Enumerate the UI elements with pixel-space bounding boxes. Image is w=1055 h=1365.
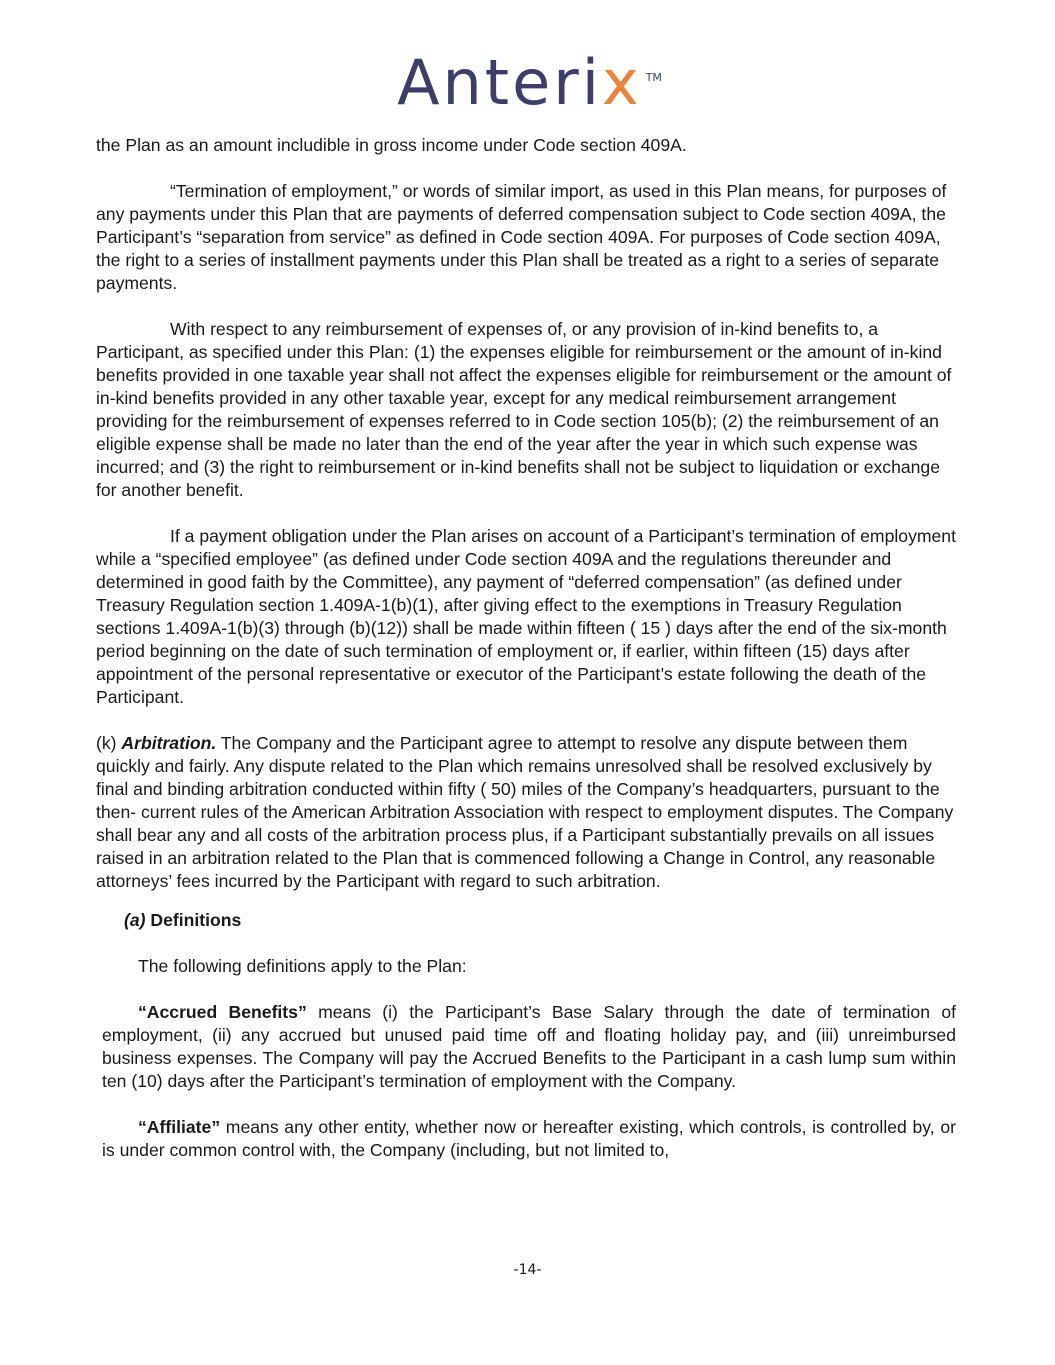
trademark-symbol: TM [645,71,662,84]
paragraph-termination-of-employment: “Termination of employment,” or words of similar import, as used in this Plan means, for purposes of any payments under this Plan that are payments of deferred compensation subject to Code section 409A, the Participant’s “separation from service” as defined in Code section 409A. For purposes of Code section 409A, the right to a series of installment payments under this Plan shall be treated as a right to a series of separate payments. [96,181,947,293]
logo-x-mark: x [601,46,642,119]
company-logo [0,46,1055,119]
definition-term: “Accrued Benefits” [138,1002,307,1022]
document-body [96,134,956,1162]
definition-text: means any other entity, whether now or hereafter existing, which controls, is controlled by, or is under common control with, the Company (including, but not limited to, [102,1117,956,1160]
section-a-label: (a) [124,910,146,930]
definition-accrued-benefits [96,1001,956,1093]
definition-text: means (i) the Participant’s Base Salary through the date of termination of employment, (ii) any accrued but unused paid time off and floating holiday pay, and (iii) unreimbursed business expenses. The Company will pay the Accrued Benefits to the Participant in a cash lump sum within ten (10) days after the Participant’s termination of employment with the Company. [102,1002,957,1091]
definition-affiliate [96,1116,956,1162]
section-a-title: Definitions [145,910,242,930]
section-k-label: (k) [96,733,122,753]
section-k-title: Arbitration. [121,733,217,753]
page-number: -14- [513,1262,542,1278]
logo-wordmark: Anteri [397,46,602,119]
section-k-arbitration [96,732,956,893]
paragraph-continuation: the Plan as an amount includible in gross income under Code section 409A. [96,135,687,155]
section-k-text: The Company and the Participant agree to attempt to resolve any dispute between them quickly and fairly. Any dispute related to the Plan which remains unresolved shall be resolved exclusively by final and binding arbitration conducted within fifty ( 50) miles of the Company’s headquarters, pursuant to the then- current rules of the American Arbitration Association with respect to employment disputes. The Company shall bear any and all costs of the arbitration process plus, if a Participant substantially prevails on all issues raised in an arbitration related to the Plan that is commenced following a Change in Control, any reasonable attorneys’ fees incurred by the Participant with regard to such arbitration. [96,733,954,891]
paragraph-specified-employee: If a payment obligation under the Plan arises on account of a Participant’s termination of employment while a “specified employee” (as defined under Code section 409A and the regulations thereunder and determined in good faith by the Committee), any payment of “deferred compensation” (as defined under Treasury Regulation section 1.409A-1(b)(1), after giving effect to the exemptions in Treasury Regulation sections 1.409A-1(b)(3) through (b)(12)) shall be made within fifteen ( 15 ) days after the end of the six-month period beginning on the date of such termination of employment or, if earlier, within fifteen (15) days after appointment of the personal representative or executor of the Participant’s estate following the death of the Participant. [96,526,956,707]
definitions-intro: The following definitions apply to the Plan: [138,956,467,976]
section-a-heading [96,909,956,932]
paragraph-reimbursement: With respect to any reimbursement of expenses of, or any provision of in-kind benefits to, a Participant, as specified under this Plan: (1) the expenses eligible for reimbursement or the amount of in-kind benefits provided in one taxable year shall not affect the expenses eligible for reimbursement or the amount of in-kind benefits provided in any other taxable year, except for any medical reimbursement arrangement providing for the reimbursement of expenses referred to in Code section 105(b); (2) the reimbursement of an eligible expense shall be made no later than the end of the year after the year in which such expense was incurred; and (3) the right to reimbursement or in-kind benefits shall not be subject to liquidation or exchange for another benefit. [96,319,952,500]
definition-term: “Affiliate” [138,1117,221,1137]
